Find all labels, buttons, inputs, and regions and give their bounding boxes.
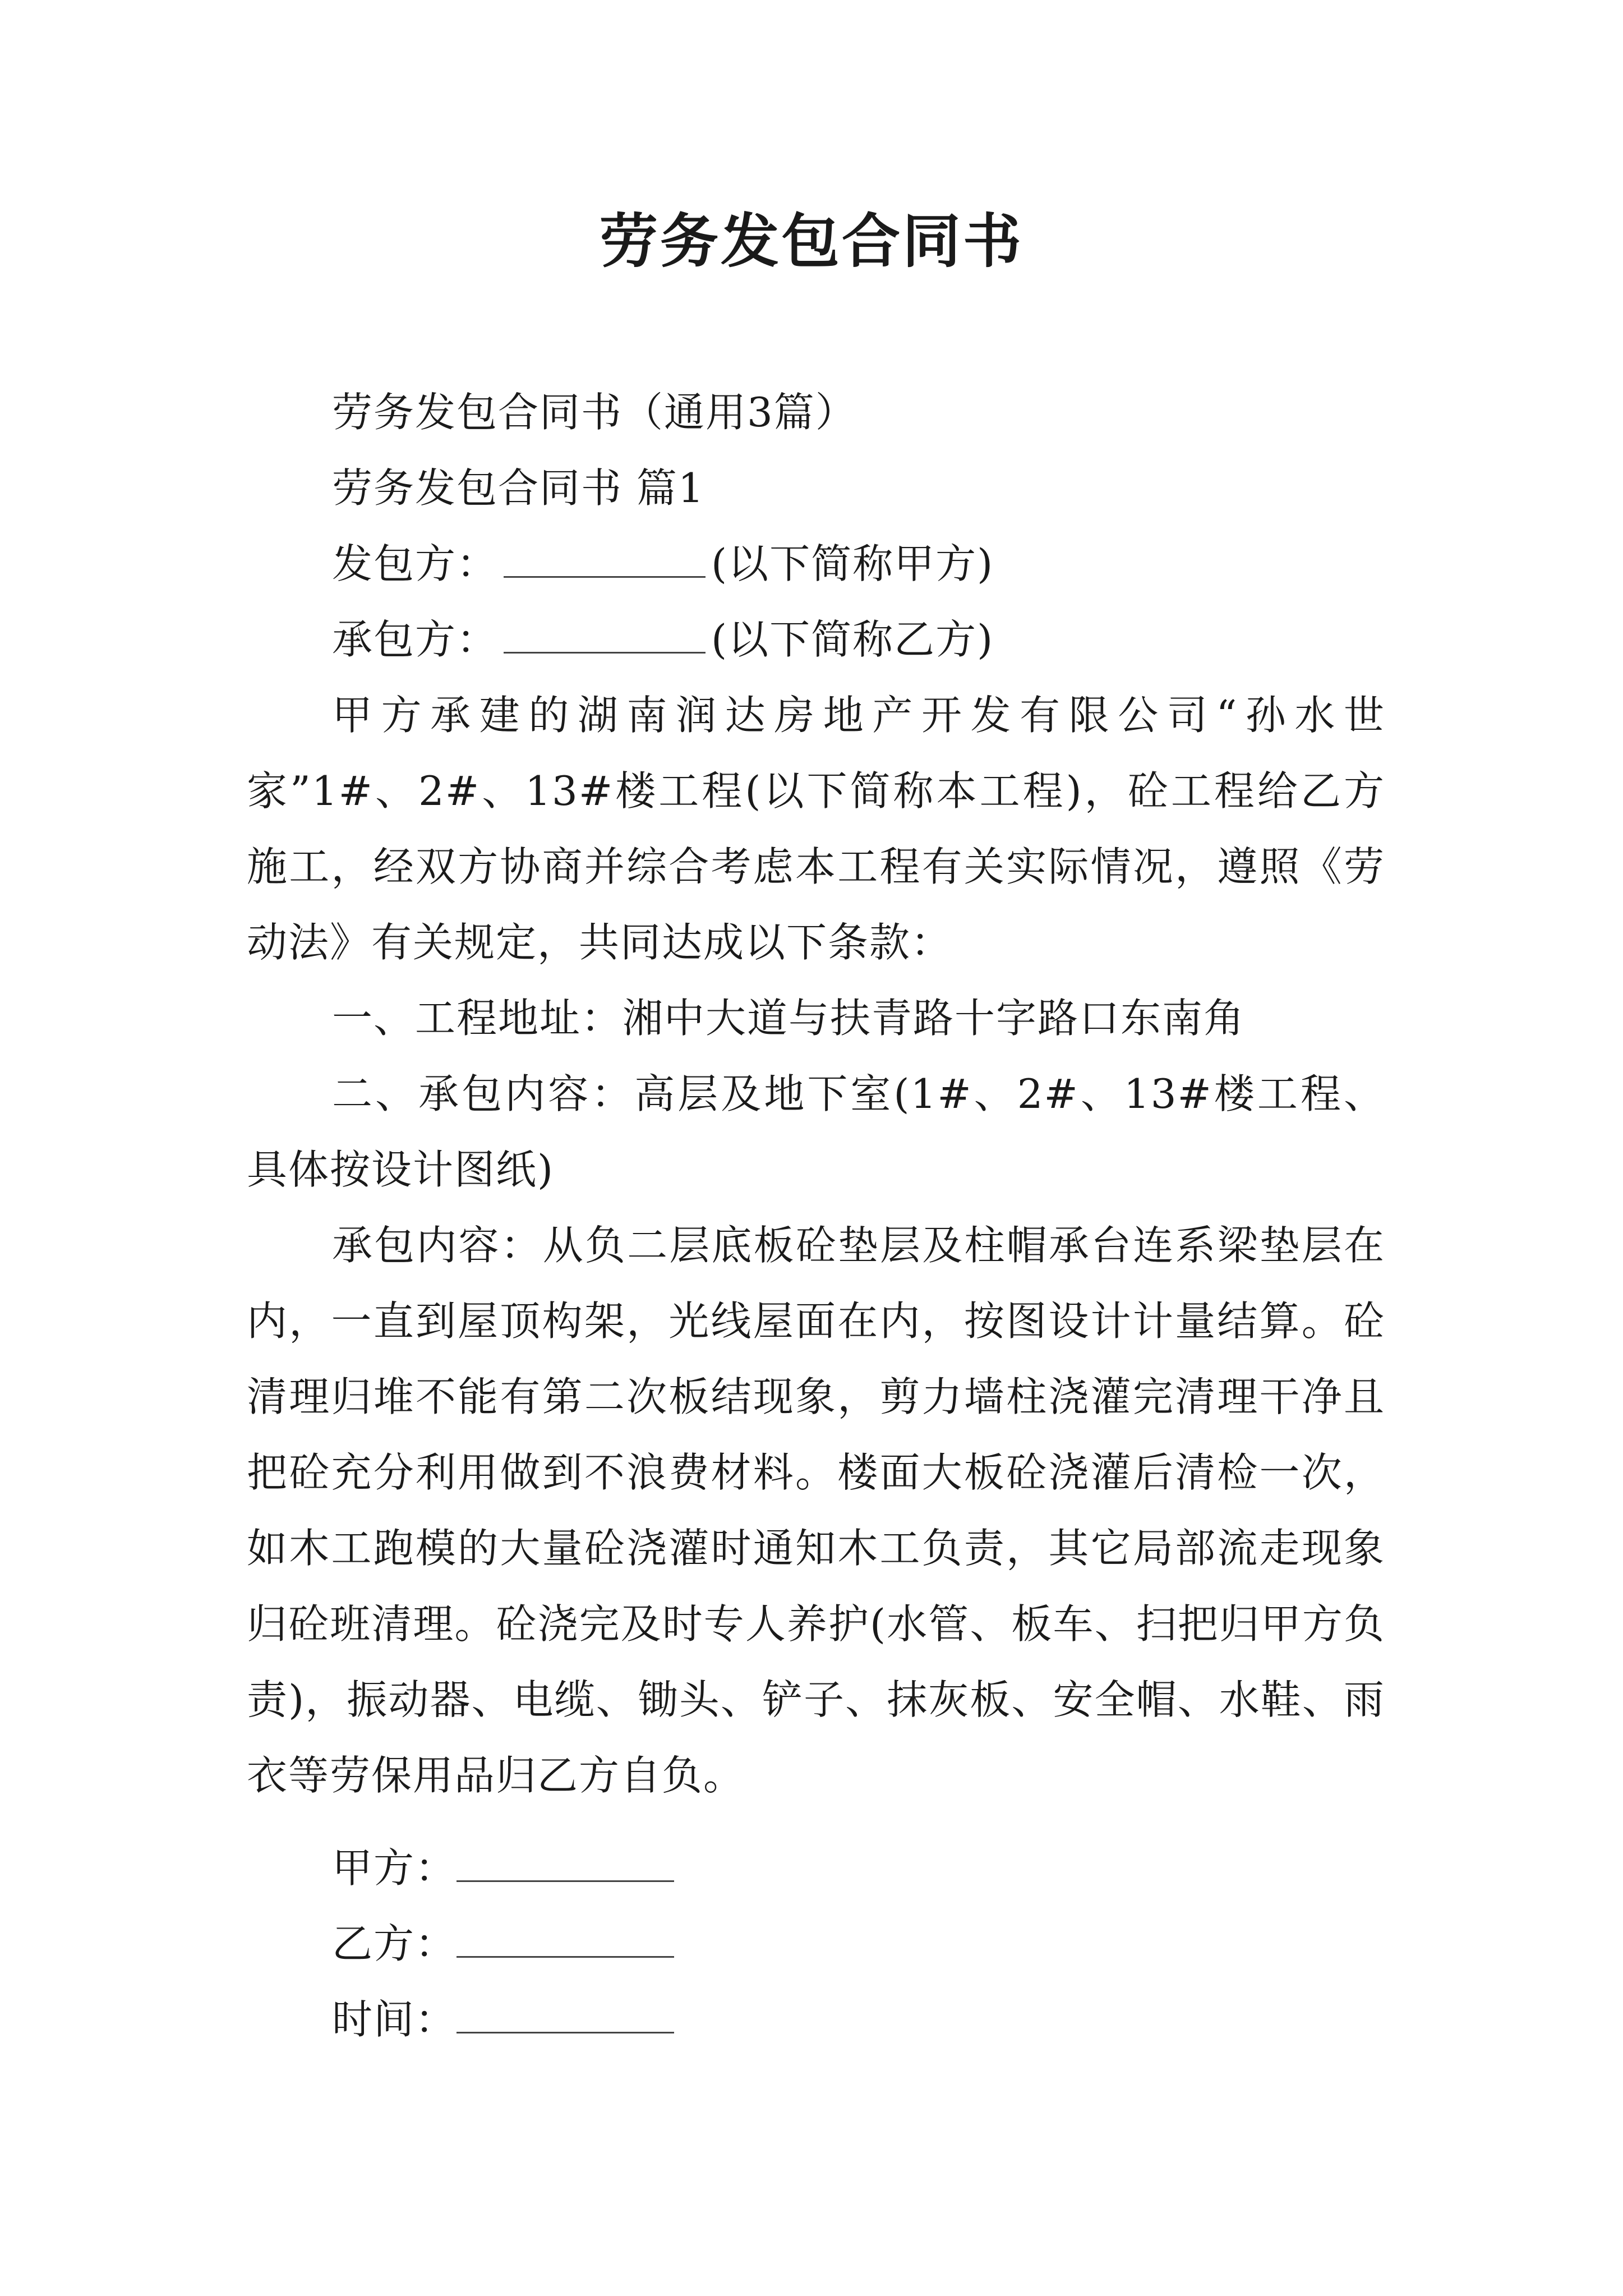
section-heading: 劳务发包合同书 篇1 <box>332 464 705 512</box>
clause-1: 一、工程地址：湘中大道与扶青路十字路口东南角 <box>332 995 1246 1042</box>
document-subtitle: 劳务发包合同书（通用3篇） <box>332 389 857 436</box>
signature-party-a <box>332 1830 674 1906</box>
signature-party-b <box>332 1906 674 1982</box>
signature-date-label: 时间： <box>332 1996 457 2043</box>
party-b-line-suffix: (以下简称乙方) <box>711 616 994 663</box>
signature-block <box>332 1830 674 2058</box>
party-a-blank <box>504 544 706 578</box>
party-a-line <box>247 526 1385 602</box>
signature-party-b-label: 乙方： <box>332 1920 457 1967</box>
signature-party-a-label: 甲方： <box>332 1844 457 1892</box>
clause-2-detail: 承包内容：从负二层底板砼垫层及柱帽承台连系梁垫层在内，一直到屋顶构架，光线屋面在内，按图设计计量结算。砼清理归堆不能有第二次板结现象，剪力墙柱浇灌完清理干净且把砼充分利用做到不浪费材料。楼面大板砼浇灌后清检一次，如木工跑模的大量砼浇灌时通知木工负责，其它局部流走现象归砼班清理。砼浇完及时专人养护(水管、板车、扫把归甲方负责)，振动器、电缆、锄头、铲子、抹灰板、安全帽、水鞋、雨衣等劳保用品归乙方自负。 <box>247 1222 1385 1799</box>
party-a-line-suffix: (以下简称甲方) <box>711 540 994 587</box>
signature-party-b-blank <box>457 1922 674 1958</box>
document-body <box>247 375 1385 1814</box>
party-a-line-label: 发包方： <box>332 540 499 587</box>
clause-2: 二、承包内容：高层及地下室(1#、2#、13#楼工程、具体按设计图纸) <box>247 1070 1385 1193</box>
document-title: 劳务发包合同书 <box>599 206 1023 275</box>
party-b-line <box>247 602 1385 678</box>
intro-paragraph: 甲方承建的湖南润达房地产开发有限公司“孙水世家”1#、2#、13#楼工程(以下简称本工程)，砼工程给乙方施工，经双方协商并综合考虑本工程有关实际情况，遵照《劳动法》有关规定，共同达成以下条款： <box>247 692 1385 966</box>
party-b-line-label: 承包方： <box>332 616 499 663</box>
signature-date <box>332 1982 674 2058</box>
signature-date-blank <box>457 1998 674 2033</box>
signature-party-a-blank <box>457 1847 674 1882</box>
party-b-blank <box>504 619 706 654</box>
